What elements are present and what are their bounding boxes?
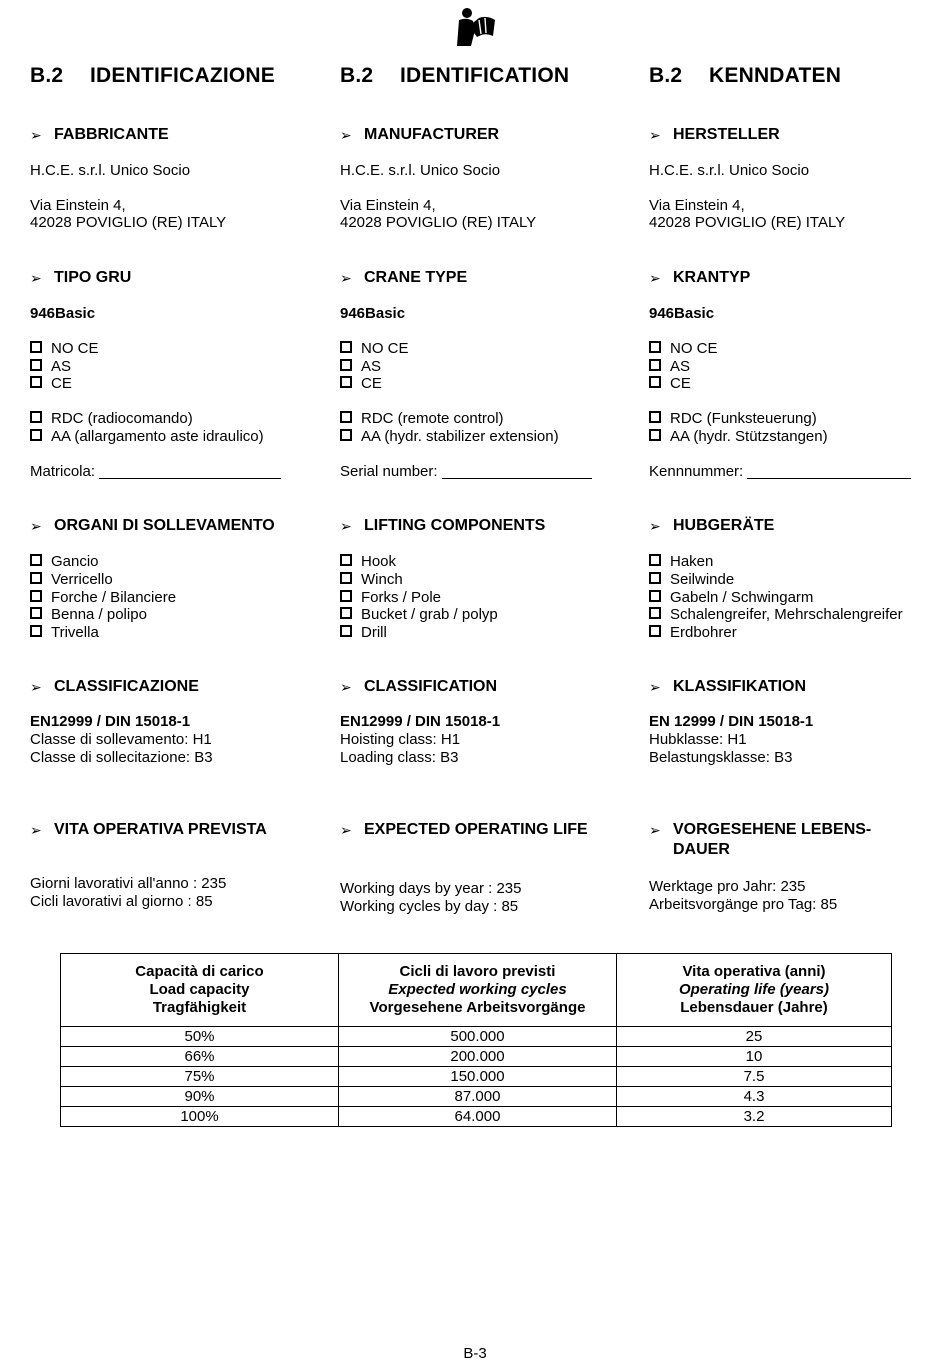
table-cell: 200.000 [339,1047,617,1067]
lifting-option-label: Gabeln / Schwingarm [670,589,814,606]
serial-field [340,463,592,481]
classification-header-label: CLASSIFICAZIONE [54,678,199,695]
serial-input-line[interactable] [99,464,281,479]
lifting-option [340,624,387,642]
serial-input-line[interactable] [442,464,592,479]
serial-label: Matricola: [30,463,96,480]
cert-option [30,340,99,358]
extra-option [340,428,559,446]
crane-model: 946Basic [30,305,96,322]
manufacturer-header-label: MANUFACTURER [364,126,500,143]
cert-option-label: NO CE [361,340,409,357]
table-header-cycles [339,954,617,1027]
arrow-bullet-icon: ➢ [340,270,352,286]
classification-line: Hubklasse: H1 [649,731,747,748]
checkbox[interactable] [340,376,352,388]
lifting-option [30,606,147,624]
extra-option-label: AA (hydr. stabilizer extension) [361,428,559,445]
lifting-option-label: Verricello [51,571,113,588]
lifting-option [30,571,113,589]
table-cell: 66% [61,1047,339,1067]
table-header-life [617,954,892,1027]
classification-line: Classe di sollecitazione: B3 [30,749,213,766]
lifting-option [30,589,176,607]
header-line: Cicli di lavoro previsti [399,963,556,981]
page-number: B-3 [463,1345,487,1362]
manufacturer-header [30,125,169,146]
cert-option-label: AS [670,358,691,375]
checkbox[interactable] [340,411,352,423]
lifting-option [340,606,498,624]
table-row [61,1067,892,1087]
table-cell: 150.000 [339,1067,617,1087]
lifting-components-header [30,516,275,537]
checkbox[interactable] [30,429,42,441]
table-cell: 100% [61,1107,339,1127]
checkbox[interactable] [649,376,661,388]
table-cell: 64.000 [339,1107,617,1127]
cert-option-label: AS [361,358,382,375]
extra-option-label: RDC (radiocomando) [51,410,193,427]
classification-header-label: KLASSIFIKATION [673,678,807,695]
address-line: 42028 POVIGLIO (RE) ITALY [340,214,537,231]
section-title [649,64,841,88]
checkbox[interactable] [649,590,661,602]
lifting-option-label: Haken [670,553,714,570]
operating-life-header [340,820,588,841]
extra-option-label: RDC (remote control) [361,410,504,427]
operating-life-line: Arbeitsvorgänge pro Tag: 85 [649,896,838,913]
cert-option-label: NO CE [51,340,99,357]
lifting-components-header [649,516,774,537]
lifting-option [649,606,903,624]
lifting-option-label: Bucket / grab / polyp [361,606,498,623]
address-line: Via Einstein 4, [30,197,126,214]
operating-life-line: Working cycles by day : 85 [340,898,519,915]
checkbox[interactable] [30,572,42,584]
crane-type-header-label: CRANE TYPE [364,269,468,286]
section-number: B.2 [340,64,374,87]
manufacturer-header [340,125,499,146]
company-name: H.C.E. s.r.l. Unico Socio [649,162,810,179]
arrow-bullet-icon: ➢ [649,679,661,695]
extra-option [649,410,817,428]
manufacturer-header-label: FABBRICANTE [54,126,169,143]
classification-header [30,677,199,698]
table-header-capacity [61,954,339,1027]
lifting-option-label: Forche / Bilanciere [51,589,177,606]
extra-option [649,428,828,446]
checkbox[interactable] [30,625,42,637]
classification-header [340,677,497,698]
arrow-bullet-icon: ➢ [649,270,661,286]
table-cell: 500.000 [339,1027,617,1047]
checkbox[interactable] [30,411,42,423]
section-number: B.2 [30,64,64,87]
header-line: Vita operativa (anni) [682,963,826,981]
crane-type-header [340,268,467,289]
classification-line: Classe di sollevamento: H1 [30,731,212,748]
arrow-bullet-icon: ➢ [340,127,352,143]
checkbox[interactable] [649,554,661,566]
lifting-option [340,571,403,589]
checkbox[interactable] [340,607,352,619]
checkbox[interactable] [340,590,352,602]
checkbox[interactable] [649,341,661,353]
operating-life-header [30,820,267,841]
table-cell: 10 [617,1047,892,1067]
checkbox[interactable] [649,429,661,441]
checkbox[interactable] [30,554,42,566]
arrow-bullet-icon: ➢ [649,127,661,143]
lifting-components-header-label: ORGANI DI SOLLEVAMENTO [54,517,275,534]
classification-header [649,677,806,698]
classification-standard: EN12999 / DIN 15018-1 [30,713,191,730]
table-cell: 75% [61,1067,339,1087]
serial-label: Kennnummer: [649,463,744,480]
header-line: Capacità di carico [135,963,264,981]
arrow-bullet-icon: ➢ [30,518,42,534]
crane-type-header-label: KRANTYP [673,269,751,286]
arrow-bullet-icon: ➢ [649,518,661,534]
lifting-option-label: Seilwinde [670,571,735,588]
read-manual-icon [455,6,497,48]
table-row [61,1027,892,1047]
arrow-bullet-icon: ➢ [30,270,42,286]
cert-option-label: CE [51,375,72,392]
section-title [340,64,569,88]
lifting-option-label: Trivella [51,624,99,641]
table-cell: 3.2 [617,1107,892,1127]
section-title-text: KENNDATEN [709,64,842,87]
address-line: 42028 POVIGLIO (RE) ITALY [649,214,846,231]
lifting-components-header-label: HUBGERÄTE [673,517,775,534]
lifting-option [649,553,713,571]
table-cell: 25 [617,1027,892,1047]
lifting-option [340,589,441,607]
arrow-bullet-icon: ➢ [340,822,352,838]
header-line: Load capacity [149,981,250,999]
header-line: Tragfähigkeit [152,998,247,1016]
operating-life-line: Cicli lavorativi al giorno : 85 [30,893,213,910]
operating-life-table [60,953,892,1127]
lifting-option [649,589,813,607]
checkbox[interactable] [340,429,352,441]
lifting-option-label: Gancio [51,553,99,570]
lifting-option-label: Hook [361,553,397,570]
header-line: Vorgesehene Arbeitsvorgänge [369,998,586,1016]
checkbox[interactable] [30,590,42,602]
classification-standard: EN 12999 / DIN 15018-1 [649,713,814,730]
classification-standard: EN12999 / DIN 15018-1 [340,713,501,730]
cert-option [340,358,381,376]
operating-life-header-label: EXPECTED OPERATING LIFE [364,821,588,838]
cert-option [649,358,690,376]
checkbox[interactable] [649,359,661,371]
lifting-option [30,624,99,642]
lifting-components-header [340,516,545,537]
checkbox[interactable] [30,341,42,353]
crane-type-header [30,268,131,289]
checkbox[interactable] [649,572,661,584]
manufacturer-header-label: HERSTELLER [673,126,780,143]
operating-life-header [649,820,893,860]
arrow-bullet-icon: ➢ [649,822,661,838]
operating-life-line: Working days by year : 235 [340,880,522,897]
checkbox[interactable] [649,411,661,423]
crane-model: 946Basic [340,305,406,322]
lifting-option [30,553,99,571]
checkbox[interactable] [30,607,42,619]
lifting-option-label: Schalengreifer, Mehrschalengreifer [670,606,903,623]
checkbox[interactable] [30,376,42,388]
extra-option-label: RDC (Funksteuerung) [670,410,817,427]
cert-option [340,375,382,393]
address-line: Via Einstein 4, [649,197,745,214]
arrow-bullet-icon: ➢ [340,679,352,695]
extra-option [30,428,264,446]
company-name: H.C.E. s.r.l. Unico Socio [30,162,191,179]
company-name: H.C.E. s.r.l. Unico Socio [340,162,501,179]
checkbox[interactable] [649,607,661,619]
arrow-bullet-icon: ➢ [30,127,42,143]
classification-line: Loading class: B3 [340,749,459,766]
cert-option-label: NO CE [670,340,718,357]
table-cell: 90% [61,1087,339,1107]
cert-option-label: AS [51,358,72,375]
checkbox[interactable] [649,625,661,637]
cert-option-label: CE [670,375,691,392]
lifting-option-label: Benna / polipo [51,606,147,623]
checkbox[interactable] [340,341,352,353]
cert-option [30,358,71,376]
lifting-option [649,624,737,642]
checkbox[interactable] [340,359,352,371]
checkbox[interactable] [340,625,352,637]
operating-life-line: Giorni lavorativi all'anno : 235 [30,875,227,892]
table-cell: 87.000 [339,1087,617,1107]
lifting-option [649,571,734,589]
operating-life-header-label: VORGESEHENE LEBENS-​DAUER [673,821,872,858]
lifting-option-label: Winch [361,571,403,588]
extra-option [30,410,193,428]
extra-option-label: AA (allargamento aste idraulico) [51,428,264,445]
table-cell: 7.5 [617,1067,892,1087]
arrow-bullet-icon: ➢ [30,679,42,695]
cert-option [649,340,718,358]
crane-type-header-label: TIPO GRU [54,269,132,286]
checkbox[interactable] [340,554,352,566]
header-line: Lebensdauer (Jahre) [680,998,828,1016]
table-row [61,1047,892,1067]
section-title-text: IDENTIFICAZIONE [90,64,275,87]
classification-header-label: CLASSIFICATION [364,678,498,695]
arrow-bullet-icon: ➢ [30,822,42,838]
lifting-option [340,553,396,571]
classification-line: Hoisting class: H1 [340,731,461,748]
section-number: B.2 [649,64,683,87]
table-row [61,1087,892,1107]
cert-option [30,375,72,393]
manufacturer-header [649,125,780,146]
operating-life-line: Werktage pro Jahr: 235 [649,878,806,895]
lifting-components-header-label: LIFTING COMPONENTS [364,517,546,534]
crane-model: 946Basic [649,305,715,322]
serial-label: Serial number: [340,463,438,480]
serial-field [649,463,911,481]
table-cell: 4.3 [617,1087,892,1107]
extra-option [340,410,504,428]
table-row [61,1107,892,1127]
lifting-option-label: Erdbohrer [670,624,737,641]
checkbox[interactable] [340,572,352,584]
extra-option-label: AA (hydr. Stützstangen) [670,428,828,445]
arrow-bullet-icon: ➢ [340,518,352,534]
lifting-option-label: Drill [361,624,387,641]
classification-line: Belastungsklasse: B3 [649,749,793,766]
address-line: 42028 POVIGLIO (RE) ITALY [30,214,227,231]
cert-option-label: CE [361,375,382,392]
serial-input-line[interactable] [747,464,911,479]
address-line: Via Einstein 4, [340,197,436,214]
table-cell: 50% [61,1027,339,1047]
header-line: Expected working cycles [388,981,567,999]
operating-life-header-label: VITA OPERATIVA PREVISTA [54,821,267,838]
lifting-option-label: Forks / Pole [361,589,442,606]
section-title-text: IDENTIFICATION [400,64,570,87]
cert-option [340,340,409,358]
header-line: Operating life (years) [678,981,830,999]
cert-option [649,375,691,393]
serial-field [30,463,281,481]
checkbox[interactable] [30,359,42,371]
section-title [30,64,275,88]
crane-type-header [649,268,750,289]
table-header-row [61,954,892,1027]
